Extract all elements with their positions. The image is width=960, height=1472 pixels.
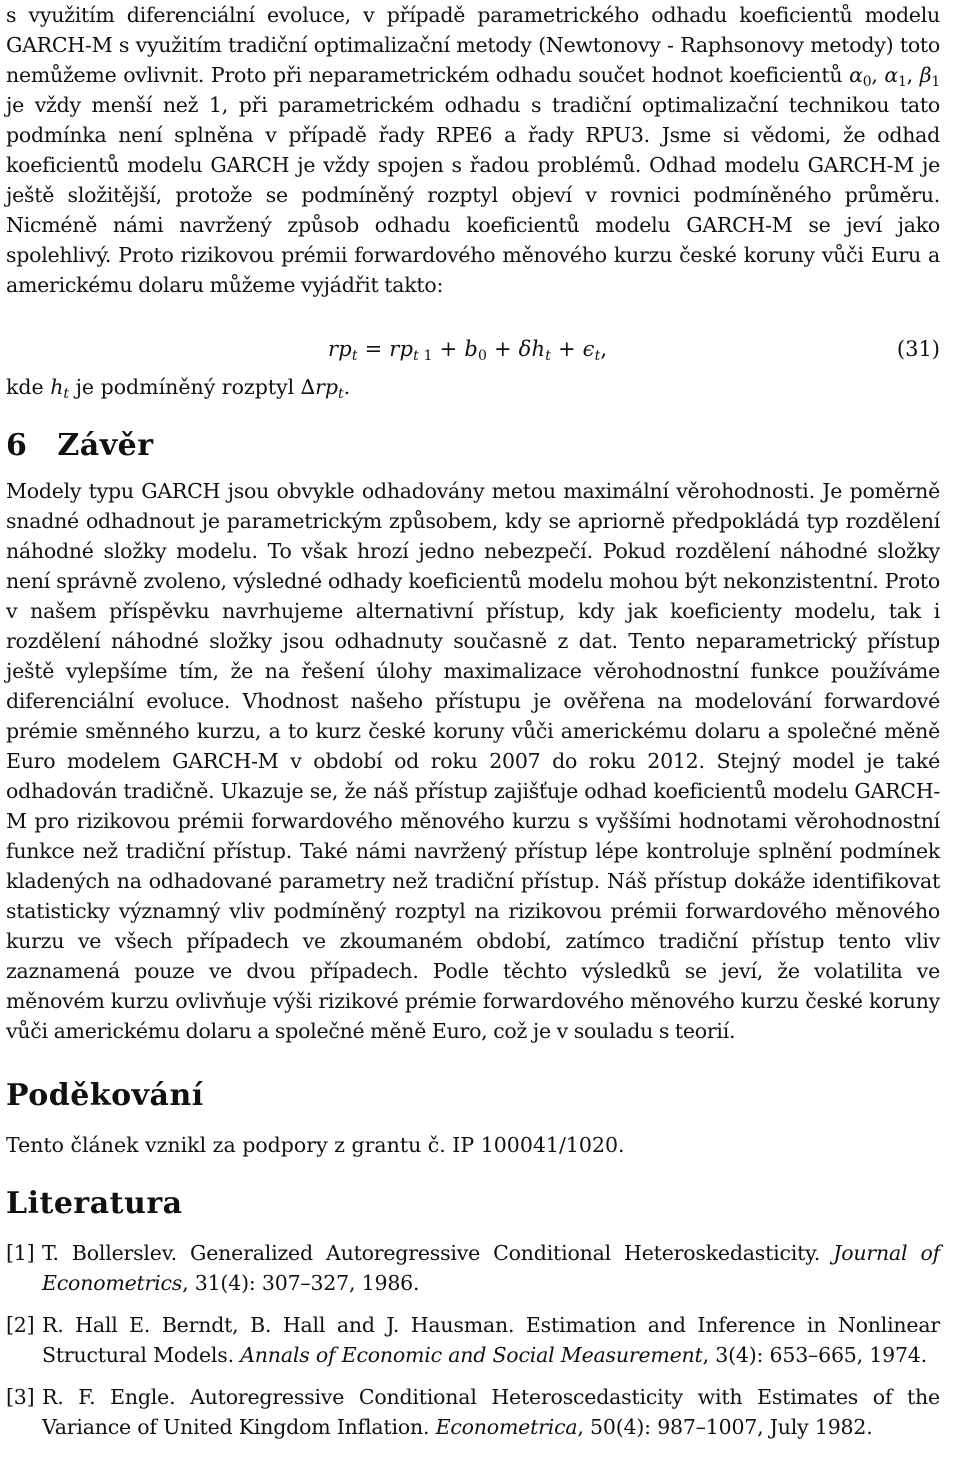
acknowledgements-heading: Poděkování [6,1078,204,1113]
conclusion-paragraph: Modely typu GARCH jsou obvykle odhadovány metou maximální věrohodnosti. Je poměrně snadné odhadnout je parametrickým způsobem, kdy se apriorně předpokládá typ rozdělení náhodné složky modelu. To však hrozí jedno nebezpečí. Pokud rozdělení náhodné složky není správně zvoleno, výsledné odhady koeficientů modelu mohou být nekonzistentní. Proto v našem příspěvku navrhujeme alternativní přístup, kdy jak koeficienty modelu, tak i rozdělení náhodné složky jsou odhadnuty současně z dat. Tento neparametrický přístup ještě vylepšíme tím, že na řešení úlohy maximalizace věrohodnostní funkce používáme diferenciální evoluce. Vhodnost našeho přístupu je ověřena na modelování forwardové prémie směnného kurzu, a to kurz české koruny vůči americkému dolaru a společné měně Euro modelem GARCH-M v období od roku 2007 do roku 2012. Stejný model je také odhadován tradičně. Ukazuje se, že náš přístup zajišťuje odhad koeficientů modelu GARCH-M pro rizikovou prémii forwardového měnového kurzu s vyššími hodnotami věrohodnostní funkce než tradiční přístup. Také námi navržený přístup lépe kontroluje splnění podmínek kladených na odhadované parametry než tradiční přístup. Náš přístup dokáže identifikovat statisticky významný vliv podmíněný rozptyl na rizikovou prémii forwardového měnového kurzu ve všech případech ve zkoumaném období, zatímco tradiční přístup tento vliv zaznamená pouze ve dvou případech. Podle těchto výsledků se jeví, že volatilita ve měnovém kurzu ovlivňuje výši rizikové prémie forwardového měnového kurzu české koruny vůči americkému dolaru a společné měně Euro, což je v souladu s teorií. [6,479,940,1043]
section-heading-conclusion [6,426,940,466]
reference-text: R. Hall E. Berndt, B. Hall and J. Hausman. Estimation and Inference in Nonlinear Structural Models. Annals of Economic and Social Measurement, 3(4): 653–665, 1974. [42,1313,940,1367]
section-number: 6 [6,428,28,463]
reference-item [6,1310,940,1370]
paper-page [6,0,940,1454]
acknowledgements-text: Tento článek vznikl za podpory z grantu č. IP 100041/1020. [6,1133,625,1157]
reference-number: [2] [6,1313,35,1337]
equation-number: (31) [896,337,940,361]
reference-list [6,1238,940,1442]
equation-31 [6,326,940,372]
reference-text: T. Bollerslev. Generalized Autoregressive Conditional Heteroskedasticity. Journal of Econometrics, 31(4): 307–327, 1986. [42,1241,940,1295]
reference-text: R. F. Engle. Autoregressive Conditional Heteroscedasticity with Estimates of the Variance of United Kingdom Inflation. Econometrica, 50(4): 987–1007, July 1982. [42,1385,940,1439]
where-clause: kde $h_t$ je podmíněný rozptyl $\Delta rp_t$. [6,375,351,402]
reference-number: [1] [6,1241,35,1265]
reference-item [6,1238,940,1298]
reference-item [6,1382,940,1442]
reference-number: [3] [6,1385,35,1409]
references-heading: Literatura [6,1186,183,1221]
equation-body: $rp_t = rp_{t 1} + b_0 + \delta h_t + \epsilon_t$, [328,337,608,364]
section-title: Závěr [57,428,154,463]
intro-paragraph: s využitím diferenciální evoluce, v případě parametrického odhadu koeficientů modelu GARCH-M s využitím tradiční optimalizační metody (Newtonovy - Raphsonovy metody) toto nemůžeme ovlivnit. Proto při neparametrickém odhadu součet hodnot koeficientů $\alpha_0$, $\alpha_1$, $\beta_1$ je vždy menší než 1, při parametrickém odhadu s tradiční optimalizační technikou tato podmínka není splněna v případě řady RPE6 a řady RPU3. Jsme si vědomi, že odhad koeficientů modelu GARCH je vždy spojen s řadou problémů. Odhad modelu GARCH-M je ještě složitější, protože se podmíněný rozptyl objeví v rovnici podmíněného průměru. Nicméně námi navržený způsob odhadu koeficientů modelu GARCH-M se jeví jako spolehlivý. Proto rizikovou prémii forwardového měnového kurzu české koruny vůči Euru a americkému dolaru můžeme vyjádřit takto: [6,3,940,297]
